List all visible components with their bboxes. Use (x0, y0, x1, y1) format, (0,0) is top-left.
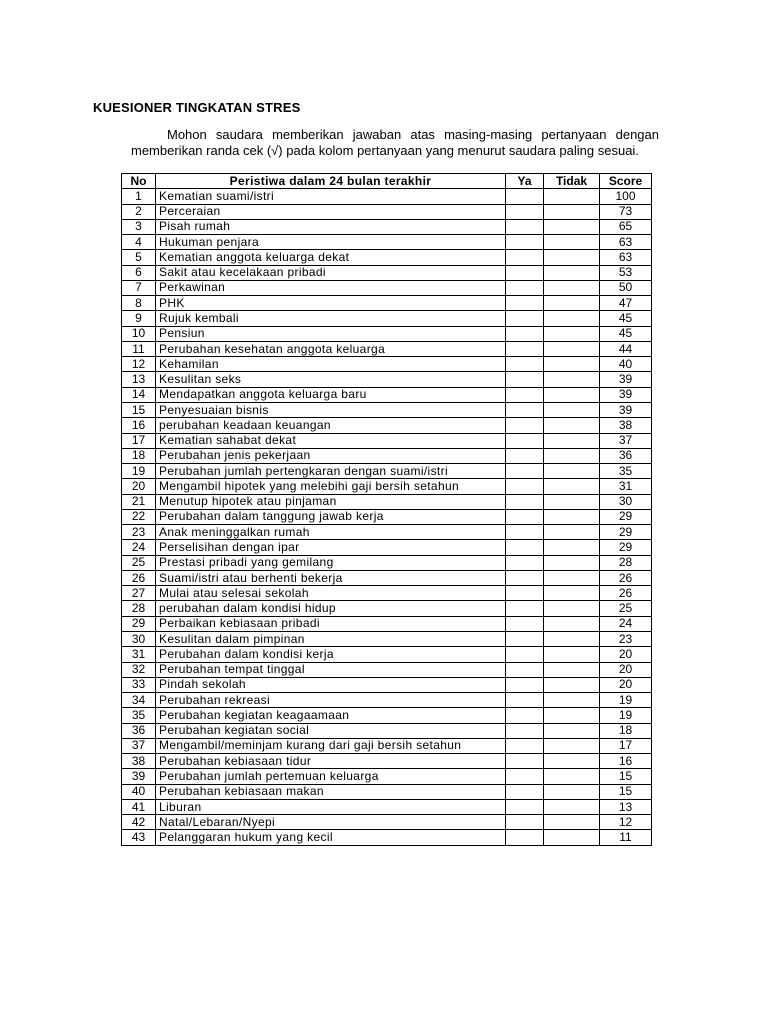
row-tidak-checkbox-cell[interactable] (544, 204, 600, 219)
row-ya-checkbox-cell[interactable] (506, 616, 544, 631)
table-row (122, 479, 652, 494)
table-row (122, 265, 652, 280)
row-event: Perbaikan kebiasaan pribadi (156, 616, 506, 631)
row-score: 17 (600, 738, 652, 753)
row-tidak-checkbox-cell[interactable] (544, 586, 600, 601)
row-tidak-checkbox-cell[interactable] (544, 387, 600, 402)
table-row (122, 494, 652, 509)
row-number: 30 (122, 631, 156, 646)
row-ya-checkbox-cell[interactable] (506, 433, 544, 448)
row-tidak-checkbox-cell[interactable] (544, 662, 600, 677)
row-event: Mengambil hipotek yang melebihi gaji bersih setahun (156, 479, 506, 494)
row-ya-checkbox-cell[interactable] (506, 418, 544, 433)
row-ya-checkbox-cell[interactable] (506, 204, 544, 219)
table-row (122, 296, 652, 311)
row-number: 19 (122, 464, 156, 479)
row-tidak-checkbox-cell[interactable] (544, 372, 600, 387)
row-score: 28 (600, 555, 652, 570)
table-row (122, 311, 652, 326)
table-row (122, 326, 652, 341)
row-event: perubahan dalam kondisi hidup (156, 601, 506, 616)
row-tidak-checkbox-cell[interactable] (544, 402, 600, 417)
table-row (122, 693, 652, 708)
intro-paragraph (131, 127, 659, 159)
row-event: Perselisihan dengan ipar (156, 540, 506, 555)
intro-text: Mohon saudara memberikan jawaban atas masing-masing pertanyaan dengan memberikan randa cek (√) pada kolom pertanyaan yang menurut saudara paling sesuai. (131, 127, 659, 158)
row-event: Kematian anggota keluarga dekat (156, 250, 506, 265)
row-score: 45 (600, 326, 652, 341)
row-score: 12 (600, 815, 652, 830)
row-score: 29 (600, 525, 652, 540)
header-event: Peristiwa dalam 24 bulan terakhir (156, 174, 506, 189)
row-number: 28 (122, 601, 156, 616)
row-tidak-checkbox-cell[interactable] (544, 555, 600, 570)
row-number: 27 (122, 586, 156, 601)
row-number: 13 (122, 372, 156, 387)
row-number: 37 (122, 738, 156, 753)
header-ya: Ya (506, 174, 544, 189)
row-tidak-checkbox-cell[interactable] (544, 479, 600, 494)
table-row (122, 708, 652, 723)
table-row (122, 235, 652, 250)
row-number: 9 (122, 311, 156, 326)
row-score: 24 (600, 616, 652, 631)
row-ya-checkbox-cell[interactable] (506, 723, 544, 738)
table-row (122, 219, 652, 234)
row-ya-checkbox-cell[interactable] (506, 662, 544, 677)
row-number: 15 (122, 402, 156, 417)
row-number: 6 (122, 265, 156, 280)
row-number: 31 (122, 647, 156, 662)
table-row (122, 677, 652, 692)
row-number: 10 (122, 326, 156, 341)
table-row (122, 601, 652, 616)
row-number: 21 (122, 494, 156, 509)
row-score: 11 (600, 830, 652, 845)
table-row (122, 631, 652, 646)
table-row (122, 616, 652, 631)
row-score: 15 (600, 769, 652, 784)
row-event: Anak meninggalkan rumah (156, 525, 506, 540)
row-score: 29 (600, 509, 652, 524)
row-ya-checkbox-cell[interactable] (506, 525, 544, 540)
table-row (122, 784, 652, 799)
row-ya-checkbox-cell[interactable] (506, 509, 544, 524)
row-number: 20 (122, 479, 156, 494)
row-ya-checkbox-cell[interactable] (506, 631, 544, 646)
row-tidak-checkbox-cell[interactable] (544, 448, 600, 463)
table-row (122, 509, 652, 524)
row-score: 25 (600, 601, 652, 616)
row-score: 53 (600, 265, 652, 280)
row-score: 65 (600, 219, 652, 234)
row-score: 20 (600, 677, 652, 692)
row-number: 39 (122, 769, 156, 784)
row-tidak-checkbox-cell[interactable] (544, 189, 600, 204)
row-event: Perubahan kebiasaan tidur (156, 754, 506, 769)
table-row (122, 540, 652, 555)
row-tidak-checkbox-cell[interactable] (544, 769, 600, 784)
table-row (122, 341, 652, 356)
row-score: 63 (600, 235, 652, 250)
row-ya-checkbox-cell[interactable] (506, 250, 544, 265)
row-event: PHK (156, 296, 506, 311)
row-ya-checkbox-cell[interactable] (506, 540, 544, 555)
row-tidak-checkbox-cell[interactable] (544, 280, 600, 295)
row-tidak-checkbox-cell[interactable] (544, 418, 600, 433)
row-ya-checkbox-cell[interactable] (506, 647, 544, 662)
row-tidak-checkbox-cell[interactable] (544, 616, 600, 631)
table-row (122, 357, 652, 372)
row-event: Penyesuaian bisnis (156, 402, 506, 417)
row-ya-checkbox-cell[interactable] (506, 494, 544, 509)
row-ya-checkbox-cell[interactable] (506, 464, 544, 479)
row-event: Mengambil/meminjam kurang dari gaji bersih setahun (156, 738, 506, 753)
row-tidak-checkbox-cell[interactable] (544, 433, 600, 448)
row-number: 3 (122, 219, 156, 234)
row-number: 38 (122, 754, 156, 769)
row-number: 14 (122, 387, 156, 402)
header-no: No (122, 174, 156, 189)
row-ya-checkbox-cell[interactable] (506, 357, 544, 372)
table-row (122, 433, 652, 448)
row-number: 5 (122, 250, 156, 265)
row-event: Kematian suami/istri (156, 189, 506, 204)
row-number: 24 (122, 540, 156, 555)
row-ya-checkbox-cell[interactable] (506, 555, 544, 570)
row-ya-checkbox-cell[interactable] (506, 586, 544, 601)
row-score: 37 (600, 433, 652, 448)
row-event: Hukuman penjara (156, 235, 506, 250)
row-score: 15 (600, 784, 652, 799)
table-row (122, 204, 652, 219)
row-ya-checkbox-cell[interactable] (506, 280, 544, 295)
row-tidak-checkbox-cell[interactable] (544, 723, 600, 738)
row-ya-checkbox-cell[interactable] (506, 708, 544, 723)
row-number: 17 (122, 433, 156, 448)
row-score: 73 (600, 204, 652, 219)
row-tidak-checkbox-cell[interactable] (544, 509, 600, 524)
table-row (122, 586, 652, 601)
row-event: Perubahan dalam kondisi kerja (156, 647, 506, 662)
row-tidak-checkbox-cell[interactable] (544, 738, 600, 753)
row-score: 19 (600, 708, 652, 723)
row-event: Kesulitan seks (156, 372, 506, 387)
row-tidak-checkbox-cell[interactable] (544, 677, 600, 692)
row-ya-checkbox-cell[interactable] (506, 341, 544, 356)
table-row (122, 448, 652, 463)
table-row (122, 570, 652, 585)
row-tidak-checkbox-cell[interactable] (544, 647, 600, 662)
header-score: Score (600, 174, 652, 189)
row-event: Sakit atau kecelakaan pribadi (156, 265, 506, 280)
row-score: 47 (600, 296, 652, 311)
row-number: 32 (122, 662, 156, 677)
row-ya-checkbox-cell[interactable] (506, 784, 544, 799)
row-ya-checkbox-cell[interactable] (506, 738, 544, 753)
row-ya-checkbox-cell[interactable] (506, 372, 544, 387)
row-score: 26 (600, 586, 652, 601)
row-tidak-checkbox-cell[interactable] (544, 754, 600, 769)
table-row (122, 647, 652, 662)
row-score: 30 (600, 494, 652, 509)
row-tidak-checkbox-cell[interactable] (544, 357, 600, 372)
row-event: Suami/istri atau berhenti bekerja (156, 570, 506, 585)
row-ya-checkbox-cell[interactable] (506, 296, 544, 311)
table-row (122, 418, 652, 433)
row-number: 1 (122, 189, 156, 204)
row-ya-checkbox-cell[interactable] (506, 754, 544, 769)
row-score: 31 (600, 479, 652, 494)
row-event: Perubahan kegiatan keagaamaan (156, 708, 506, 723)
row-score: 39 (600, 402, 652, 417)
row-event: Kesulitan dalam pimpinan (156, 631, 506, 646)
row-event: Perubahan dalam tanggung jawab kerja (156, 509, 506, 524)
row-number: 43 (122, 830, 156, 845)
row-event: Prestasi pribadi yang gemilang (156, 555, 506, 570)
row-tidak-checkbox-cell[interactable] (544, 494, 600, 509)
row-tidak-checkbox-cell[interactable] (544, 540, 600, 555)
row-ya-checkbox-cell[interactable] (506, 448, 544, 463)
row-tidak-checkbox-cell[interactable] (544, 464, 600, 479)
row-number: 34 (122, 693, 156, 708)
row-ya-checkbox-cell[interactable] (506, 311, 544, 326)
header-tidak: Tidak (544, 174, 600, 189)
row-event: Perkawinan (156, 280, 506, 295)
row-number: 36 (122, 723, 156, 738)
row-score: 100 (600, 189, 652, 204)
row-ya-checkbox-cell[interactable] (506, 219, 544, 234)
row-ya-checkbox-cell[interactable] (506, 235, 544, 250)
row-score: 39 (600, 387, 652, 402)
row-score: 20 (600, 647, 652, 662)
table-row (122, 250, 652, 265)
row-tidak-checkbox-cell[interactable] (544, 341, 600, 356)
row-ya-checkbox-cell[interactable] (506, 189, 544, 204)
row-number: 29 (122, 616, 156, 631)
row-number: 23 (122, 525, 156, 540)
row-number: 42 (122, 815, 156, 830)
row-tidak-checkbox-cell[interactable] (544, 250, 600, 265)
row-tidak-checkbox-cell[interactable] (544, 830, 600, 845)
row-score: 13 (600, 799, 652, 814)
row-tidak-checkbox-cell[interactable] (544, 570, 600, 585)
row-number: 12 (122, 357, 156, 372)
row-ya-checkbox-cell[interactable] (506, 570, 544, 585)
table-row (122, 754, 652, 769)
row-ya-checkbox-cell[interactable] (506, 830, 544, 845)
row-ya-checkbox-cell[interactable] (506, 402, 544, 417)
row-event: Natal/Lebaran/Nyepi (156, 815, 506, 830)
table-row (122, 525, 652, 540)
row-score: 19 (600, 693, 652, 708)
table-row (122, 723, 652, 738)
questionnaire-table (121, 173, 652, 846)
row-event: Perubahan kebiasaan makan (156, 784, 506, 799)
row-score: 26 (600, 570, 652, 585)
row-score: 45 (600, 311, 652, 326)
table-row (122, 189, 652, 204)
row-score: 36 (600, 448, 652, 463)
row-event: Pelanggaran hukum yang kecil (156, 830, 506, 845)
row-number: 11 (122, 341, 156, 356)
row-event: Rujuk kembali (156, 311, 506, 326)
row-tidak-checkbox-cell[interactable] (544, 784, 600, 799)
row-ya-checkbox-cell[interactable] (506, 326, 544, 341)
row-event: Pindah sekolah (156, 677, 506, 692)
row-score: 29 (600, 540, 652, 555)
row-event: Perubahan jumlah pertengkaran dengan suami/istri (156, 464, 506, 479)
row-event: perubahan keadaan keuangan (156, 418, 506, 433)
row-score: 44 (600, 341, 652, 356)
row-tidak-checkbox-cell[interactable] (544, 525, 600, 540)
row-event: Perubahan jenis pekerjaan (156, 448, 506, 463)
row-number: 33 (122, 677, 156, 692)
row-number: 40 (122, 784, 156, 799)
row-event: Perubahan tempat tinggal (156, 662, 506, 677)
row-score: 63 (600, 250, 652, 265)
row-event: Perubahan jumlah pertemuan keluarga (156, 769, 506, 784)
row-event: Pensiun (156, 326, 506, 341)
row-tidak-checkbox-cell[interactable] (544, 815, 600, 830)
row-tidak-checkbox-cell[interactable] (544, 311, 600, 326)
row-score: 35 (600, 464, 652, 479)
table-header-row (122, 174, 652, 189)
row-number: 18 (122, 448, 156, 463)
table-row (122, 372, 652, 387)
row-tidak-checkbox-cell[interactable] (544, 693, 600, 708)
row-number: 8 (122, 296, 156, 311)
table-row (122, 402, 652, 417)
row-ya-checkbox-cell[interactable] (506, 387, 544, 402)
row-ya-checkbox-cell[interactable] (506, 815, 544, 830)
row-ya-checkbox-cell[interactable] (506, 677, 544, 692)
row-tidak-checkbox-cell[interactable] (544, 631, 600, 646)
table-row (122, 555, 652, 570)
row-event: Perceraian (156, 204, 506, 219)
row-tidak-checkbox-cell[interactable] (544, 235, 600, 250)
row-event: Kehamilan (156, 357, 506, 372)
row-number: 2 (122, 204, 156, 219)
table-row (122, 815, 652, 830)
row-tidak-checkbox-cell[interactable] (544, 601, 600, 616)
row-event: Perubahan kesehatan anggota keluarga (156, 341, 506, 356)
table-row (122, 769, 652, 784)
table-body (122, 189, 652, 845)
table-row (122, 799, 652, 814)
row-event: Menutup hipotek atau pinjaman (156, 494, 506, 509)
row-tidak-checkbox-cell[interactable] (544, 799, 600, 814)
table-row (122, 738, 652, 753)
row-tidak-checkbox-cell[interactable] (544, 296, 600, 311)
row-ya-checkbox-cell[interactable] (506, 479, 544, 494)
row-number: 7 (122, 280, 156, 295)
row-event: Kematian sahabat dekat (156, 433, 506, 448)
row-ya-checkbox-cell[interactable] (506, 601, 544, 616)
row-event: Perubahan rekreasi (156, 693, 506, 708)
row-number: 16 (122, 418, 156, 433)
row-score: 39 (600, 372, 652, 387)
row-tidak-checkbox-cell[interactable] (544, 265, 600, 280)
row-number: 26 (122, 570, 156, 585)
row-score: 38 (600, 418, 652, 433)
row-tidak-checkbox-cell[interactable] (544, 219, 600, 234)
row-score: 40 (600, 357, 652, 372)
document-title: KUESIONER TINGKATAN STRES (93, 100, 301, 115)
row-score: 50 (600, 280, 652, 295)
row-ya-checkbox-cell[interactable] (506, 799, 544, 814)
row-tidak-checkbox-cell[interactable] (544, 326, 600, 341)
row-event: Liburan (156, 799, 506, 814)
row-number: 41 (122, 799, 156, 814)
row-number: 35 (122, 708, 156, 723)
table-row (122, 280, 652, 295)
row-event: Perubahan kegiatan social (156, 723, 506, 738)
row-number: 25 (122, 555, 156, 570)
row-ya-checkbox-cell[interactable] (506, 769, 544, 784)
table-row (122, 464, 652, 479)
table-row (122, 830, 652, 845)
table-row (122, 662, 652, 677)
row-event: Mulai atau selesai sekolah (156, 586, 506, 601)
row-score: 18 (600, 723, 652, 738)
table-row (122, 387, 652, 402)
row-event: Mendapatkan anggota keluarga baru (156, 387, 506, 402)
row-number: 22 (122, 509, 156, 524)
row-score: 16 (600, 754, 652, 769)
row-number: 4 (122, 235, 156, 250)
row-tidak-checkbox-cell[interactable] (544, 708, 600, 723)
row-ya-checkbox-cell[interactable] (506, 265, 544, 280)
row-ya-checkbox-cell[interactable] (506, 693, 544, 708)
row-event: Pisah rumah (156, 219, 506, 234)
row-score: 20 (600, 662, 652, 677)
row-score: 23 (600, 631, 652, 646)
